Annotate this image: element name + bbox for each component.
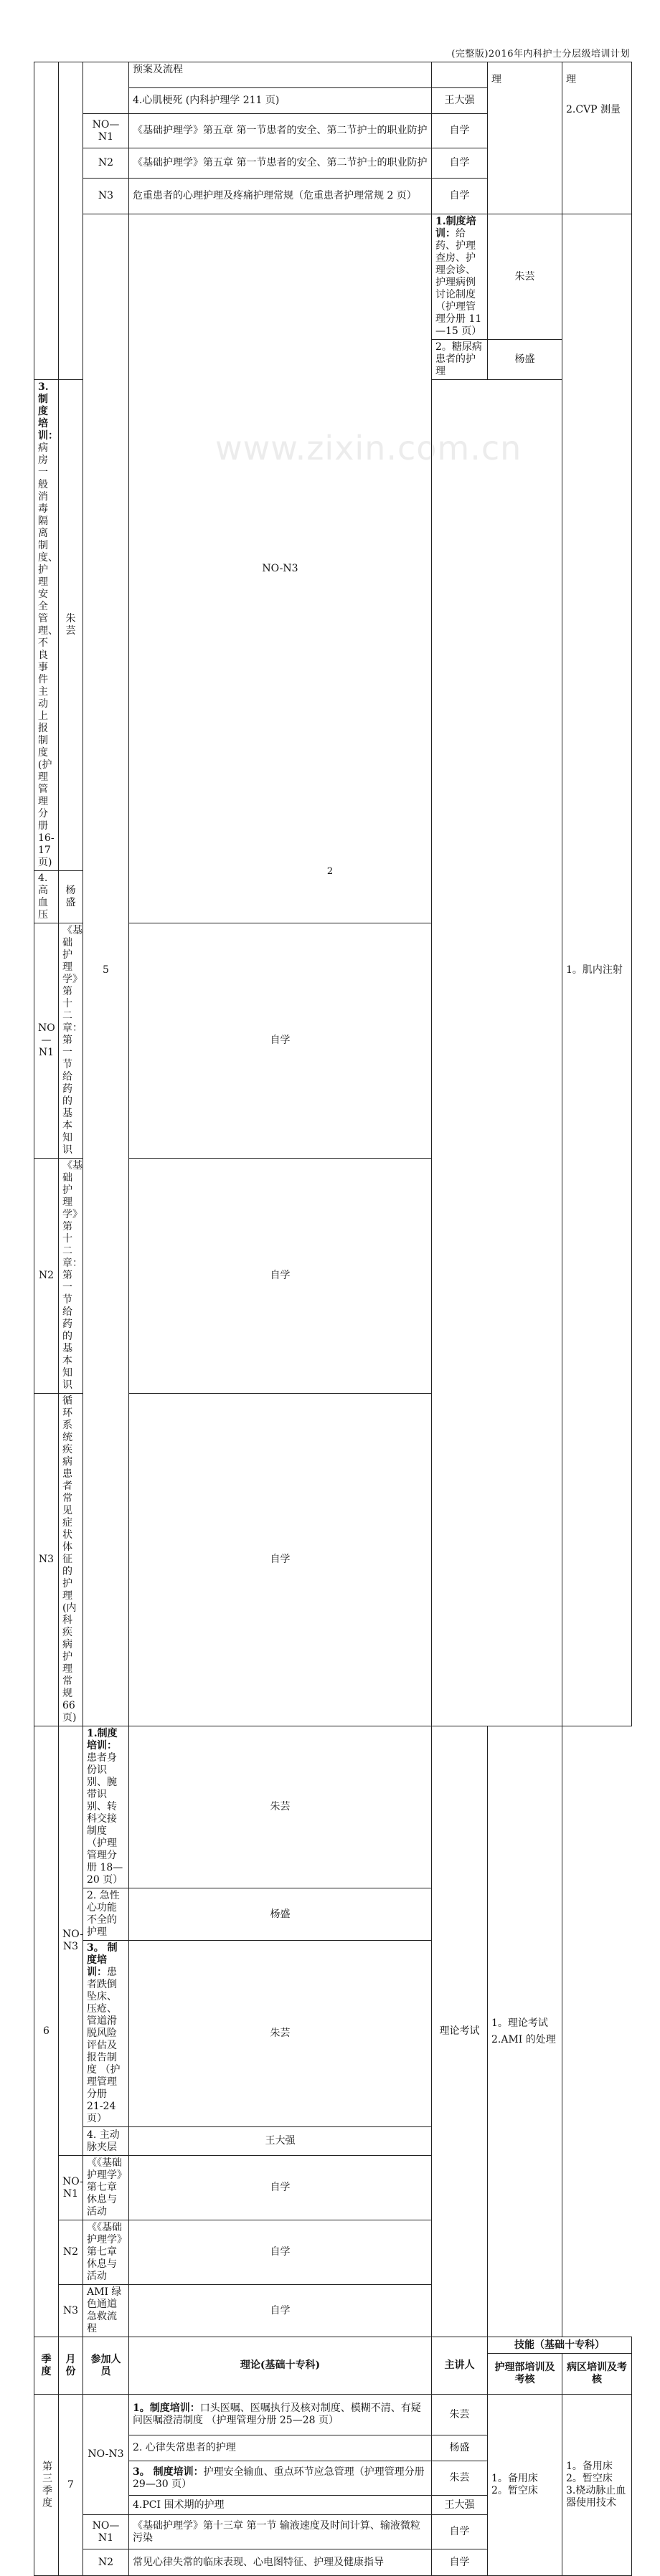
ward-training-cell: 理 2.CVP 测量 <box>562 62 632 214</box>
theory-cell: 《基础护理学》第十二章：第一节 给药的基本知识 <box>59 923 83 1159</box>
lecturer-cell: 杨盛 <box>129 1888 432 1941</box>
table-row <box>34 1726 632 1888</box>
lecturer-cell: 朱芸 <box>432 2395 488 2435</box>
level-cell: N2 <box>83 148 129 179</box>
lecturer-cell: 王大强 <box>432 88 488 114</box>
level-cell: NO—N1 <box>34 923 59 1159</box>
dept-training-header: 护理部培训及考核 <box>488 2354 562 2395</box>
lecturer-header: 主讲人 <box>432 2337 488 2395</box>
level-cell: NO-N3 <box>83 2395 129 2515</box>
theory-cell: 2. 心律失常患者的护理 <box>129 2435 432 2461</box>
level-cell: NO—N1 <box>83 114 129 148</box>
lecturer-cell: 自学 <box>129 2220 432 2285</box>
theory-cell: 2。糖尿病患者的护理 <box>432 340 488 380</box>
theory-cell: 预案及流程 <box>129 62 432 88</box>
lecturer-cell: 自学 <box>129 1159 432 1394</box>
theory-cell: 《基础护理学》第十三章 第一节 输液速度及时间计算、输液微粒污染 <box>129 2515 432 2549</box>
theory-cell: 3。 制度培训：护理安全输血、重点环节应急管理（护理管理分册 29—30 页） <box>129 2461 432 2496</box>
dept-training-cell: 1。备用床 2。暂空床 <box>488 2395 562 2576</box>
theory-cell: 1.制度培训：给药、护理查房、护理会诊、护理病例讨论制度 （护理管理分册 11—15 页） <box>432 214 488 340</box>
season-header: 季度 <box>34 2337 59 2395</box>
lecturer-cell: 朱芸 <box>432 2461 488 2496</box>
lecturer-cell: 王大强 <box>432 2496 488 2515</box>
table-row <box>34 214 632 340</box>
lecturer-cell: 自学 <box>129 2285 432 2337</box>
month-header: 月份 <box>59 2337 83 2395</box>
theory-cell: 2. 急性心功能不全的护理 <box>83 1888 129 1941</box>
lecturer-cell <box>432 62 488 88</box>
theory-cell: 3。 制度培训：患者跌倒坠床、压疮、管道滑脱风险评估及报告制度 （护理管理分册 21-24 页） <box>83 1941 129 2127</box>
page-number: 2 <box>326 866 334 877</box>
dept-training-cell: 1。肌内注射 <box>562 214 632 1726</box>
level-cell: N2 <box>34 1159 59 1394</box>
participants-header: 参加人员 <box>83 2337 129 2395</box>
theory-cell: 常见心律失常的临床表现、心电图特征、护理及健康指导 <box>129 2549 432 2576</box>
month-cell: 7 <box>59 2395 83 2576</box>
month-cell: 6 <box>34 1726 59 2337</box>
lecturer-cell: 杨盛 <box>59 871 83 923</box>
training-plan-table <box>34 62 632 2576</box>
theory-cell: 危重患者的心理护理及疼痛护理常规（危重患者护理常规 2 页） <box>129 179 432 214</box>
level-cell: NO-N3 <box>59 1726 83 2156</box>
lecturer-cell: 自学 <box>432 114 488 148</box>
theory-cell: AMI 绿色通道急救流程 <box>83 2285 129 2337</box>
watermark: www.zixin.com.cn <box>215 429 522 467</box>
level-cell: NO-N3 <box>129 214 432 923</box>
season-cell <box>34 62 59 380</box>
level-cell: N2 <box>83 2549 129 2576</box>
theory-header: 理论(基础十专科) <box>129 2337 432 2395</box>
season-cell: 第三季度 <box>34 2395 59 2576</box>
level-cell: N2 <box>59 2220 83 2285</box>
month-cell: 5 <box>83 214 129 1726</box>
lecturer-cell: 杨盛 <box>432 2435 488 2461</box>
level-cell <box>83 62 129 114</box>
ward-training-cell: 1。理论考试 2.AMI 的处理 <box>488 1726 562 2337</box>
lecturer-cell: 自学 <box>129 1394 432 1726</box>
theory-cell: 《基础护理学》第五章 第一节患者的安全、第二节护士的职业防护 <box>129 114 432 148</box>
header-row <box>34 2337 632 2354</box>
ward-training-cell: 1。备用床 2。暂空床 3.桡动脉止血器使用技术 <box>562 2395 632 2576</box>
level-cell: NO—N1 <box>83 2515 129 2549</box>
level-cell: N3 <box>59 2285 83 2337</box>
lecturer-cell: 自学 <box>432 2515 488 2549</box>
theory-cell: 3. 制度培训：病房一般消毒隔离制度、护理安全管理、不良事件主动上报制度(护理管理分册 16-17 页) <box>34 380 59 871</box>
skills-header: 技能（基础十专科） <box>488 2337 632 2354</box>
theory-cell: 1.制度培训：患者身份识别、腕带识别、转科交接制度（护理管理分册 18—20 页） <box>83 1726 129 1888</box>
theory-cell: 4.高血压 <box>34 871 59 923</box>
theory-cell: 《基础护理学》第五章 第一节患者的安全、第二节护士的职业防护 <box>129 148 432 179</box>
level-cell: N3 <box>83 179 129 214</box>
theory-cell: 《《基础护理学》第七章 休息与活动 <box>83 2156 129 2220</box>
lecturer-cell: 朱芸 <box>129 1726 432 1888</box>
document-header: (完整版)2016年内科护士分层级培训计划 <box>451 49 630 60</box>
table-row <box>34 2395 632 2435</box>
lecturer-cell: 自学 <box>129 923 432 1159</box>
lecturer-cell: 朱芸 <box>129 1941 432 2127</box>
dept-training-cell: 理 <box>488 62 562 214</box>
lecturer-cell: 朱芸 <box>488 214 562 340</box>
level-cell: NO-N1 <box>59 2156 83 2220</box>
table-row <box>34 62 632 88</box>
dept-training-cell: 理论考试 <box>432 1726 488 2337</box>
lecturer-cell: 自学 <box>129 2156 432 2220</box>
lecturer-cell: 自学 <box>432 179 488 214</box>
month-cell <box>59 62 83 380</box>
theory-cell: 循环系统疾病患者常见症状体征的护理(内科疾病护理常规 66 页) <box>59 1394 83 1726</box>
theory-cell: 1。制度培训：口头医嘱、医嘱执行及核对制度、模糊不清、有疑问医嘱澄清制度 （护理管理分册 25—28 页） <box>129 2395 432 2435</box>
lecturer-cell: 王大强 <box>129 2127 432 2156</box>
lecturer-cell: 自学 <box>432 148 488 179</box>
level-cell: N3 <box>34 1394 59 1726</box>
lecturer-cell: 杨盛 <box>488 340 562 380</box>
theory-cell: 《《基础护理学》第七章 休息与活动 <box>83 2220 129 2285</box>
theory-cell: 《基础护理学》第十二章：第一节 给药的基本知识 <box>59 1159 83 1394</box>
ward-training-header: 病区培训及考核 <box>562 2354 632 2395</box>
theory-cell: 4.PCI 围术期的护理 <box>129 2496 432 2515</box>
lecturer-cell: 自学 <box>432 2549 488 2576</box>
theory-cell: 4.心肌梗死 (内科护理学 211 页) <box>129 88 432 114</box>
theory-cell: 4. 主动脉夹层 <box>83 2127 129 2156</box>
lecturer-cell: 朱芸 <box>59 380 83 871</box>
